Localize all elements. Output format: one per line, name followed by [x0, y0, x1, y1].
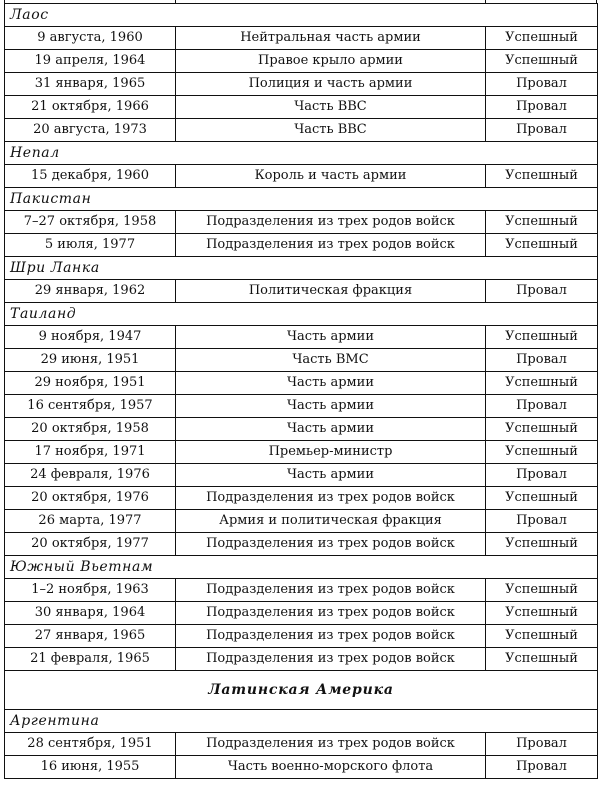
coup-date-cell: 9 августа, 1960: [5, 27, 176, 50]
coup-date-cell: 26 марта, 1977: [5, 510, 176, 533]
country-header-row: [5, 710, 598, 733]
country-header-row: [5, 142, 598, 165]
country-name: Аргентина: [5, 710, 598, 733]
coup-date-cell: 16 июня, 1955: [5, 756, 176, 779]
coup-date-cell: 24 февраля, 1976: [5, 464, 176, 487]
coup-date-cell: 20 октября, 1977: [5, 533, 176, 556]
country-name: Лаос: [5, 4, 598, 27]
country-header-row: [5, 303, 598, 326]
table-row: [5, 648, 598, 671]
country-name: Южный Вьетнам: [5, 556, 598, 579]
table-row: [5, 487, 598, 510]
table-row: [5, 625, 598, 648]
coup-actor-cell: Премьер-министр: [176, 441, 486, 464]
coup-date-cell: 17 ноября, 1971: [5, 441, 176, 464]
coup-date-cell: 20 октября, 1976: [5, 487, 176, 510]
coup-date-cell: 31 января, 1965: [5, 73, 176, 96]
table-row: [5, 27, 598, 50]
coup-result-cell: Успешный: [486, 533, 598, 556]
table-row: [5, 372, 598, 395]
coup-actor-cell: Нейтральная часть армии: [176, 27, 486, 50]
table-row: [5, 326, 598, 349]
coup-result-cell: Успешный: [486, 625, 598, 648]
table-row: [5, 96, 598, 119]
coup-date-cell: 19 апреля, 1964: [5, 50, 176, 73]
coup-date-cell: 29 ноября, 1951: [5, 372, 176, 395]
table-row: [5, 234, 598, 257]
coup-actor-cell: Король и часть армии: [176, 165, 486, 188]
coup-result-cell: Успешный: [486, 602, 598, 625]
coup-date-cell: 20 августа, 1973: [5, 119, 176, 142]
country-name: Шри Ланка: [5, 257, 598, 280]
coup-actor-cell: Армия и политическая фракция: [176, 510, 486, 533]
coup-result-cell: Провал: [486, 280, 598, 303]
table-row: [5, 579, 598, 602]
coup-date-cell: 9 ноября, 1947: [5, 326, 176, 349]
table-row: [5, 73, 598, 96]
coup-result-cell: Успешный: [486, 372, 598, 395]
table-row: [5, 349, 598, 372]
coup-result-cell: Успешный: [486, 50, 598, 73]
coup-result-cell: Провал: [486, 96, 598, 119]
country-name: Пакистан: [5, 188, 598, 211]
table-row: [5, 602, 598, 625]
table-row: [5, 395, 598, 418]
coup-date-cell: 7–27 октября, 1958: [5, 211, 176, 234]
coup-result-cell: Успешный: [486, 441, 598, 464]
coup-actor-cell: Полиция и часть армии: [176, 73, 486, 96]
coup-result-cell: Провал: [486, 733, 598, 756]
coup-date-cell: 20 октября, 1958: [5, 418, 176, 441]
coup-result-cell: Успешный: [486, 326, 598, 349]
country-header-row: [5, 556, 598, 579]
country-name: Таиланд: [5, 303, 598, 326]
coup-actor-cell: Подразделения из трех родов войск: [176, 234, 486, 257]
table-row: [5, 510, 598, 533]
coup-actor-cell: Подразделения из трех родов войск: [176, 733, 486, 756]
table-row: [5, 533, 598, 556]
region-header-row: [5, 671, 598, 710]
coup-actor-cell: Подразделения из трех родов войск: [176, 602, 486, 625]
table-row: [5, 464, 598, 487]
coup-actor-cell: Подразделения из трех родов войск: [176, 579, 486, 602]
country-header-row: [5, 4, 598, 27]
coup-result-cell: Успешный: [486, 579, 598, 602]
coup-date-cell: 15 декабря, 1960: [5, 165, 176, 188]
coup-result-cell: Провал: [486, 510, 598, 533]
coup-actor-cell: Часть ВВС: [176, 119, 486, 142]
coup-date-cell: 1–2 ноября, 1963: [5, 579, 176, 602]
coup-actor-cell: Часть армии: [176, 372, 486, 395]
coup-date-cell: 5 июля, 1977: [5, 234, 176, 257]
coup-date-cell: 30 января, 1964: [5, 602, 176, 625]
coup-date-cell: 21 октября, 1966: [5, 96, 176, 119]
coup-result-cell: Успешный: [486, 165, 598, 188]
country-header-row: [5, 257, 598, 280]
coup-actor-cell: Часть ВМС: [176, 349, 486, 372]
coup-result-cell: Провал: [486, 119, 598, 142]
coup-result-cell: Провал: [486, 349, 598, 372]
table-row: [5, 441, 598, 464]
coup-result-cell: Провал: [486, 756, 598, 779]
table-row: [5, 733, 598, 756]
coup-date-cell: 29 июня, 1951: [5, 349, 176, 372]
coup-actor-cell: Подразделения из трех родов войск: [176, 648, 486, 671]
coup-actor-cell: Правое крыло армии: [176, 50, 486, 73]
coup-actor-cell: Подразделения из трех родов войск: [176, 487, 486, 510]
coup-actor-cell: Часть армии: [176, 395, 486, 418]
coup-actor-cell: Часть ВВС: [176, 96, 486, 119]
region-title: Латинская Америка: [5, 671, 598, 710]
table-row: [5, 756, 598, 779]
coups-table-body: [5, 4, 598, 779]
country-name: Непал: [5, 142, 598, 165]
table-row: [5, 165, 598, 188]
coup-result-cell: Провал: [486, 73, 598, 96]
coup-result-cell: Успешный: [486, 27, 598, 50]
coup-actor-cell: Часть армии: [176, 464, 486, 487]
table-row: [5, 50, 598, 73]
coup-result-cell: Успешный: [486, 211, 598, 234]
coup-result-cell: Успешный: [486, 418, 598, 441]
coup-actor-cell: Часть военно-морского флота: [176, 756, 486, 779]
coup-actor-cell: Подразделения из трех родов войск: [176, 533, 486, 556]
coup-actor-cell: Подразделения из трех родов войск: [176, 211, 486, 234]
coup-result-cell: Успешный: [486, 648, 598, 671]
table-row: [5, 418, 598, 441]
coup-actor-cell: Часть армии: [176, 326, 486, 349]
table-row: [5, 211, 598, 234]
coup-result-cell: Успешный: [486, 234, 598, 257]
coup-result-cell: Провал: [486, 395, 598, 418]
coup-date-cell: 29 января, 1962: [5, 280, 176, 303]
coup-date-cell: 28 сентября, 1951: [5, 733, 176, 756]
table-row: [5, 280, 598, 303]
coup-date-cell: 16 сентября, 1957: [5, 395, 176, 418]
coup-actor-cell: Политическая фракция: [176, 280, 486, 303]
coup-date-cell: 27 января, 1965: [5, 625, 176, 648]
coup-actor-cell: Часть армии: [176, 418, 486, 441]
table-row: [5, 119, 598, 142]
coup-date-cell: 21 февраля, 1965: [5, 648, 176, 671]
country-header-row: [5, 188, 598, 211]
coup-actor-cell: Подразделения из трех родов войск: [176, 625, 486, 648]
coups-table: [4, 3, 598, 779]
coup-result-cell: Провал: [486, 464, 598, 487]
coup-result-cell: Успешный: [486, 487, 598, 510]
